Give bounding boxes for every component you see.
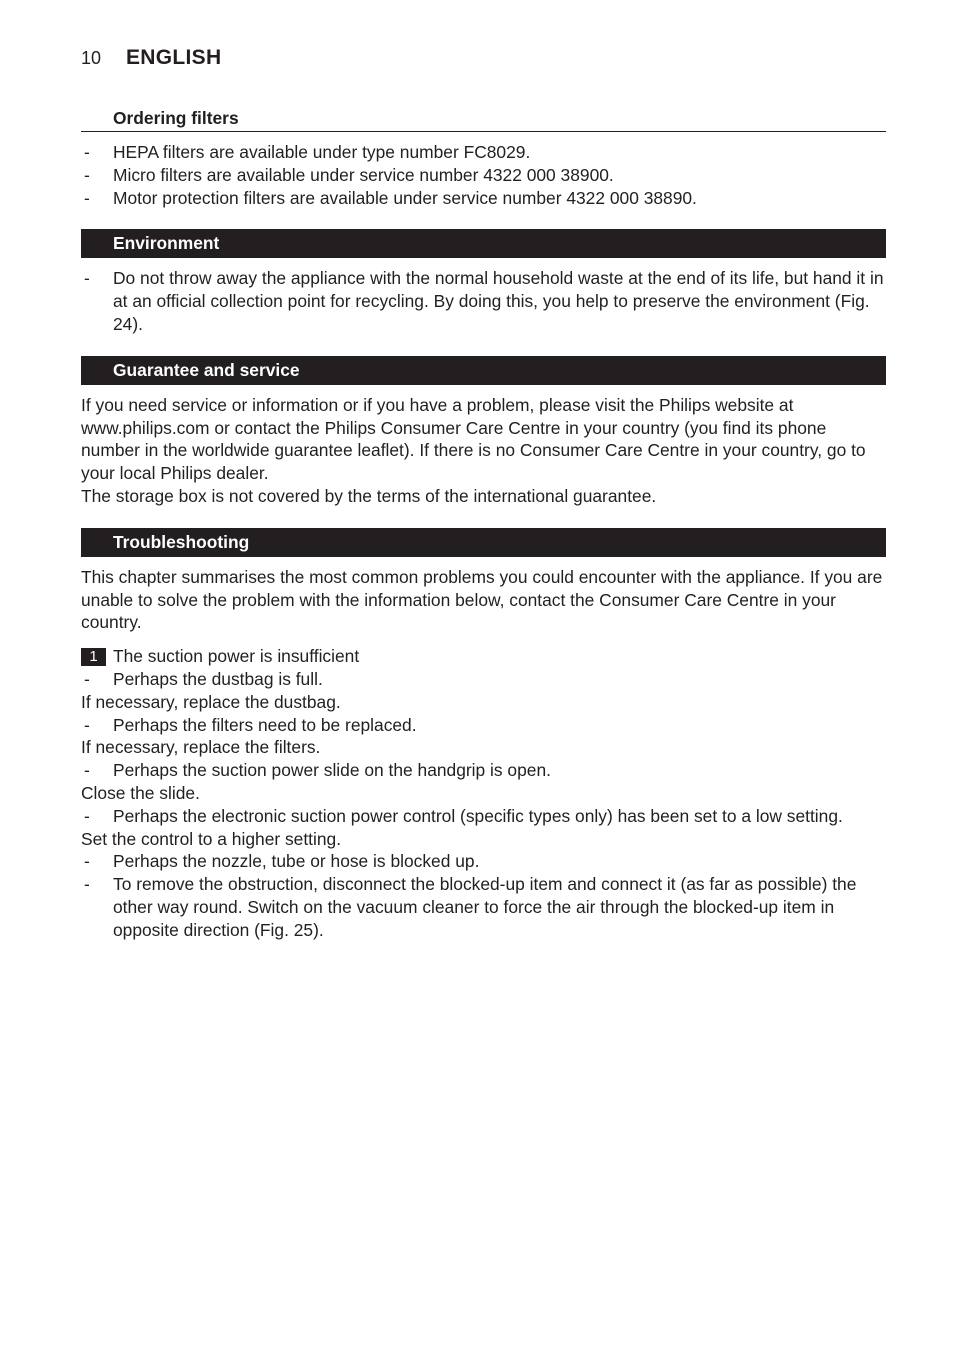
troubleshooting-intro: This chapter summarises the most common problems you could encounter with the appliance. If you are unable to solve the problem with the information below, contact the Consumer Care Centre in your country. <box>81 566 883 633</box>
list-item: - HEPA filters are available under type number FC8029. <box>84 142 531 162</box>
environment-list <box>81 267 886 335</box>
section-title-environment: Environment <box>81 229 886 258</box>
section-title-troubleshooting: Troubleshooting <box>81 528 886 557</box>
page-language: ENGLISH <box>126 46 222 69</box>
list-item: - Perhaps the filters need to be replaced. <box>84 714 417 735</box>
page-content <box>81 107 886 942</box>
list-item: - Perhaps the nozzle, tube or hose is blocked up. <box>84 851 480 872</box>
remedy-text: Set the control to a higher setting. <box>81 828 342 849</box>
problem-number-badge: 1 <box>81 648 106 666</box>
problem-title: The suction power is insufficient <box>113 646 360 667</box>
troubleshooting-lines <box>81 668 886 942</box>
section-title-guarantee: Guarantee and service <box>81 356 886 385</box>
page-number: 10 <box>81 48 102 68</box>
list-item: - Perhaps the electronic suction power control (specific types only) has been set to a low setting. <box>84 805 843 826</box>
philips-website-link[interactable]: www.philips.com <box>81 417 210 438</box>
remedy-text: If necessary, replace the filters. <box>81 737 321 758</box>
list-item: - Micro filters are available under service number 4322 000 38900. <box>84 164 614 185</box>
problem-heading <box>81 645 886 668</box>
remedy-text: Close the slide. <box>81 782 200 803</box>
list-item: - To remove the obstruction, disconnect the blocked-up item and connect it (as far as possible) the other way round. Switch on the vacuum cleaner to force the air through the blocked-up item in opposite direction (Fig. 25). <box>84 874 857 940</box>
list-item: - Motor protection filters are available under service number 4322 000 38890. <box>84 187 697 208</box>
guarantee-paragraph: If you need service or information or if you have a problem, please visit the Philips website at www.philips.com or contact the Philips Consumer Care Centre in your country (you find its phone number in the worldwide guarantee leaflet). If there is no Consumer Care Centre in your country, go to your local Philips dealer. <box>81 394 866 484</box>
list-item: - Perhaps the dustbag is full. <box>84 668 323 689</box>
list-item: - Perhaps the suction power slide on the handgrip is open. <box>84 760 551 781</box>
list-item: - Do not throw away the appliance with the normal household waste at the end of its life, but hand it in at an official collection point for recycling. By doing this, you help to preserve the environment (Fig. 24). <box>84 268 884 334</box>
page-header <box>81 46 221 70</box>
remedy-text: If necessary, replace the dustbag. <box>81 691 341 712</box>
ordering-filters-list <box>81 141 886 209</box>
section-title-ordering-filters: Ordering filters <box>81 107 886 132</box>
storage-box-note: The storage box is not covered by the terms of the international guarantee. <box>81 485 657 506</box>
